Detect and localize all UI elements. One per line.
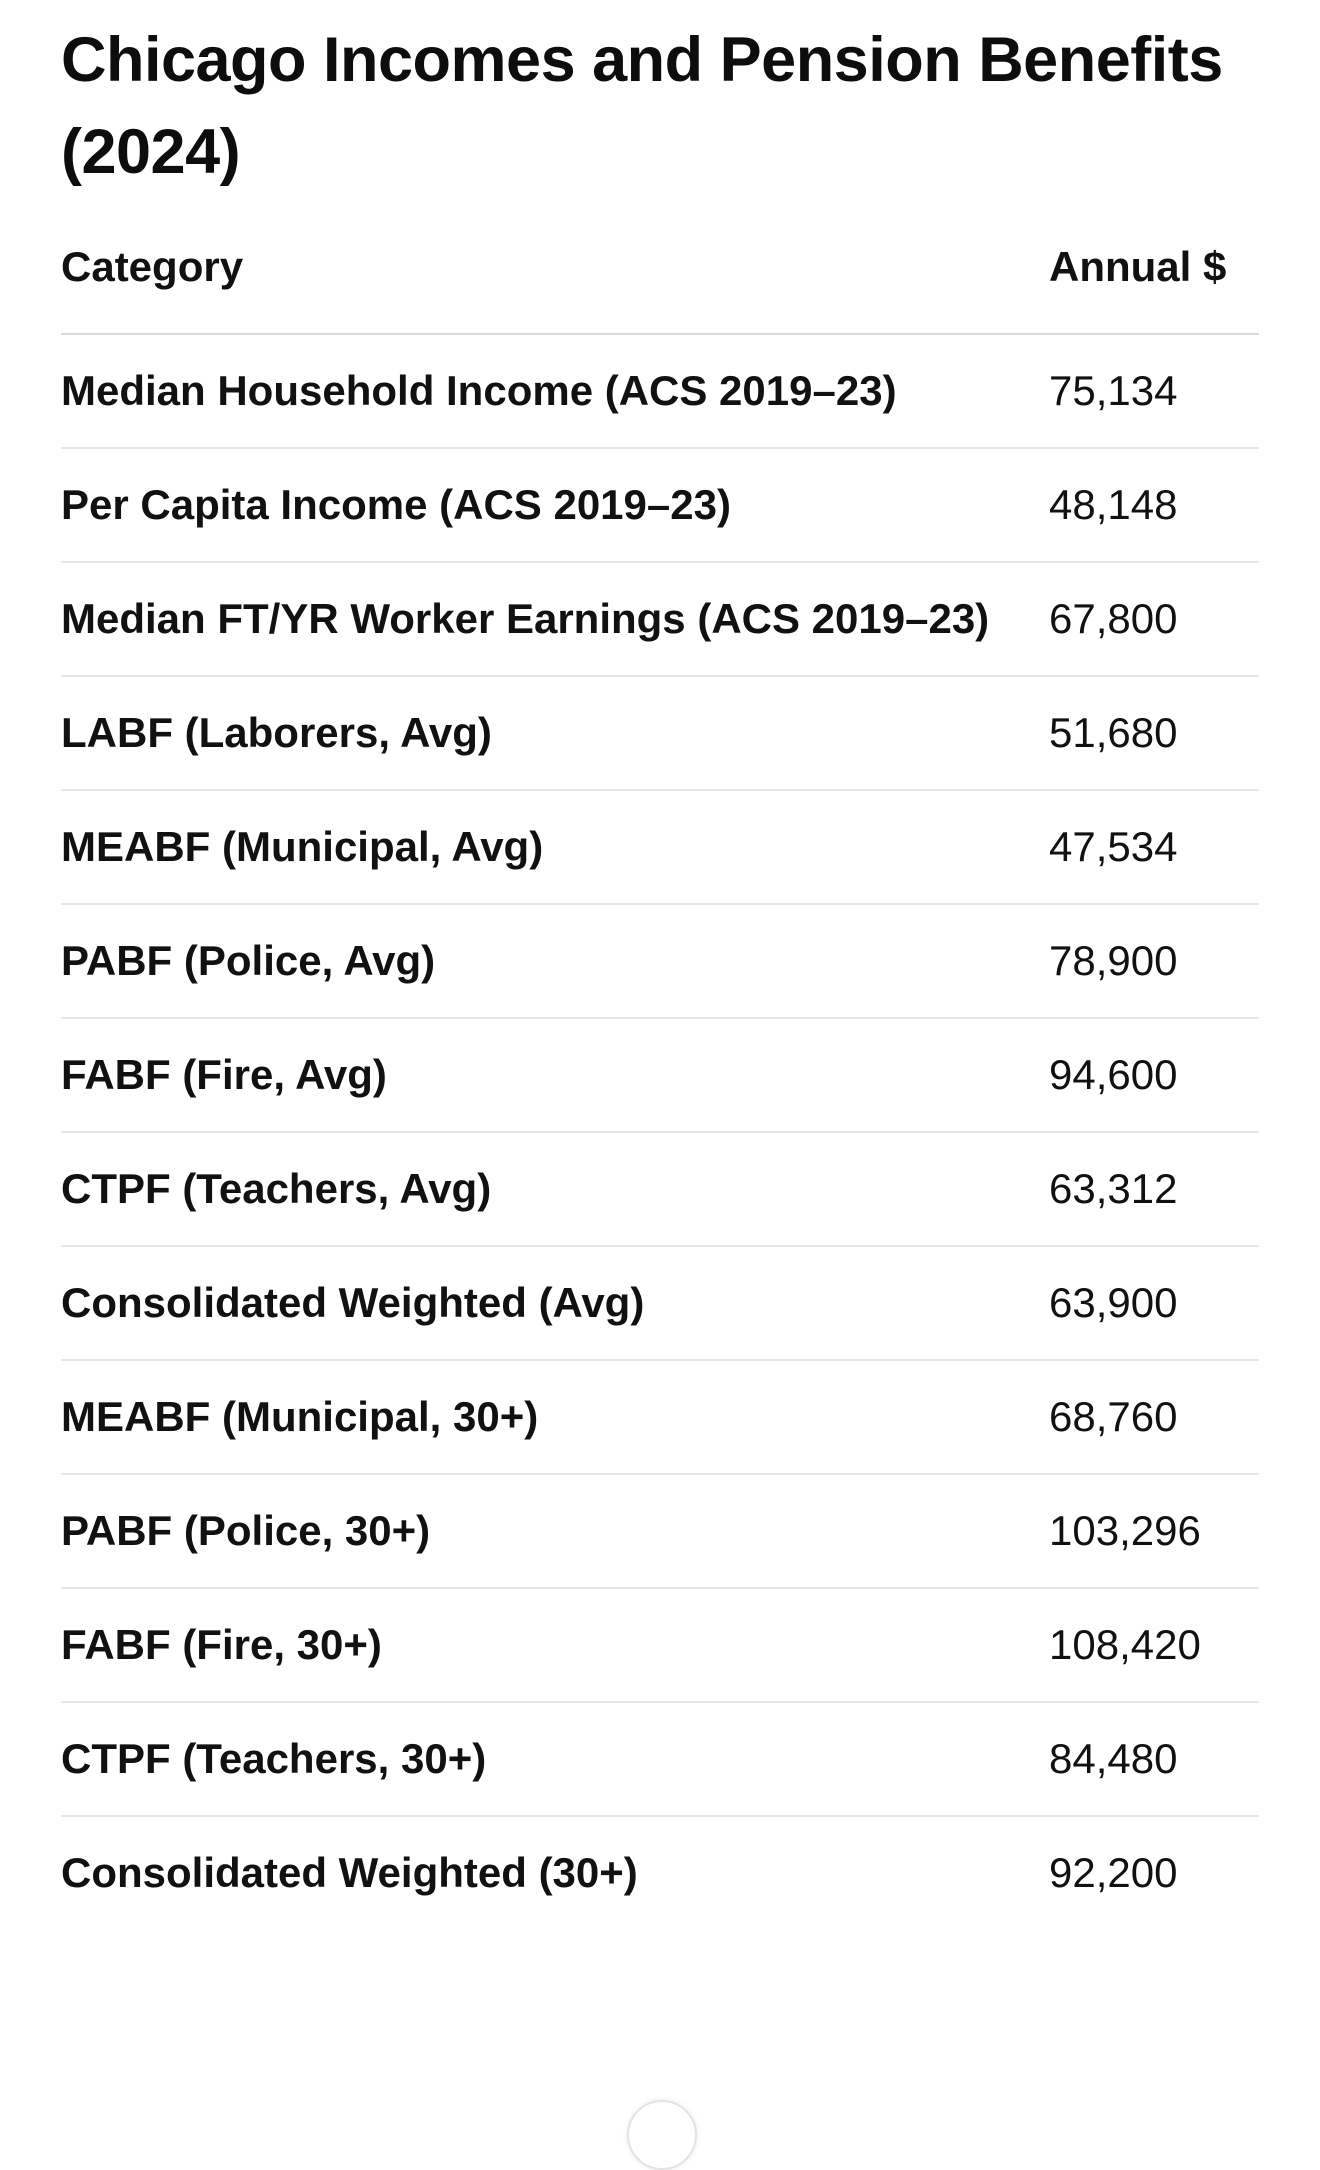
row-value: 108,420 (1049, 1621, 1201, 1668)
scroll-to-bottom-button[interactable] (627, 2100, 697, 2170)
row-category: Median FT/YR Worker Earnings (ACS 2019–23) (61, 595, 990, 642)
table-row (61, 1474, 1259, 1588)
table-row (61, 1816, 1259, 1929)
table-row (61, 448, 1259, 562)
row-category: Consolidated Weighted (30+) (61, 1849, 638, 1896)
row-category: MEABF (Municipal, Avg) (61, 823, 544, 870)
row-value: 63,312 (1049, 1165, 1178, 1212)
table-row (61, 334, 1259, 448)
row-category: PABF (Police, 30+) (61, 1507, 431, 1554)
row-value: 68,760 (1049, 1393, 1178, 1440)
row-value: 78,900 (1049, 937, 1178, 984)
row-value: 51,680 (1049, 709, 1178, 756)
row-value: 84,480 (1049, 1735, 1178, 1782)
row-category: MEABF (Municipal, 30+) (61, 1393, 539, 1440)
row-category: FABF (Fire, 30+) (61, 1621, 382, 1668)
row-category: Median Household Income (ACS 2019–23) (61, 367, 897, 414)
row-category: CTPF (Teachers, 30+) (61, 1735, 487, 1782)
row-value: 103,296 (1049, 1507, 1201, 1554)
column-header-category: Category (61, 242, 1049, 334)
table-row (61, 562, 1259, 676)
table-row (61, 1132, 1259, 1246)
table-header-row (61, 242, 1259, 334)
row-value: 92,200 (1049, 1849, 1178, 1896)
row-category: Per Capita Income (ACS 2019–23) (61, 481, 731, 528)
income-pension-table (61, 242, 1259, 1929)
row-value: 63,900 (1049, 1279, 1178, 1326)
row-category: PABF (Police, Avg) (61, 937, 436, 984)
row-category: LABF (Laborers, Avg) (61, 709, 492, 756)
row-value: 47,534 (1049, 823, 1178, 870)
row-category: Consolidated Weighted (Avg) (61, 1279, 645, 1326)
table-row (61, 676, 1259, 790)
table-row (61, 1702, 1259, 1816)
row-value: 67,800 (1049, 595, 1178, 642)
row-value: 75,134 (1049, 367, 1178, 414)
column-header-annual: Annual $ (1049, 242, 1259, 334)
table-row (61, 1018, 1259, 1132)
table-row (61, 1588, 1259, 1702)
row-value: 48,148 (1049, 481, 1178, 528)
page-title: Chicago Incomes and Pension Benefits (2024) (61, 25, 1223, 187)
row-category: CTPF (Teachers, Avg) (61, 1165, 492, 1212)
table-row (61, 1246, 1259, 1360)
document-page (61, 0, 1259, 1929)
table-row (61, 904, 1259, 1018)
table-row (61, 1360, 1259, 1474)
table-row (61, 790, 1259, 904)
row-value: 94,600 (1049, 1051, 1178, 1098)
row-category: FABF (Fire, Avg) (61, 1051, 387, 1098)
